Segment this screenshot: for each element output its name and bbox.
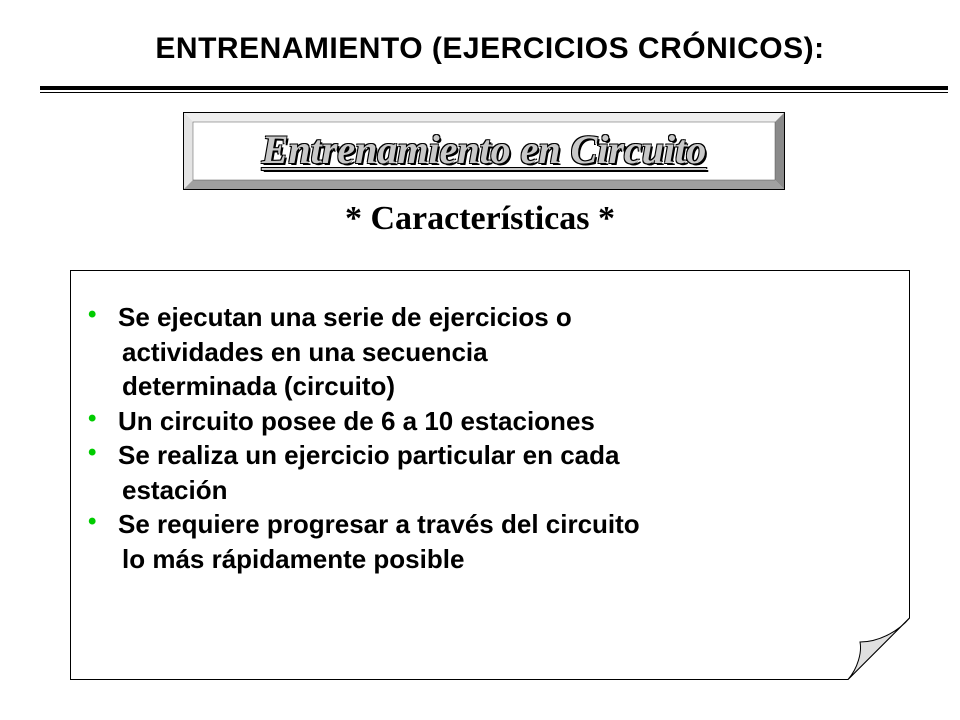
banner-label: Entrenamiento en Circuito <box>261 127 707 172</box>
bullet-icon: • <box>88 508 97 536</box>
slide-title: ENTRENAMIENTO (EJERCICIOS CRÓNICOS): <box>155 32 825 65</box>
list-item: • Se ejecutan una serie de ejercicios o actividades en una secuencia determinada (circuito) <box>88 301 572 402</box>
title-divider <box>40 86 948 93</box>
list-item: • Se requiere progresar a través del circuito lo más rápidamente posible <box>88 508 640 575</box>
characteristics-list <box>88 300 888 577</box>
bullet-icon: • <box>88 404 97 432</box>
section-subtitle: * Características * <box>344 200 615 237</box>
bullet-icon: • <box>88 439 97 467</box>
circuit-banner <box>183 112 785 190</box>
list-item: • Se realiza un ejercicio particular en cada estación <box>88 439 620 505</box>
bullet-icon: • <box>88 301 97 328</box>
list-item: • Un circuito posee de 6 a 10 estaciones <box>88 404 595 436</box>
